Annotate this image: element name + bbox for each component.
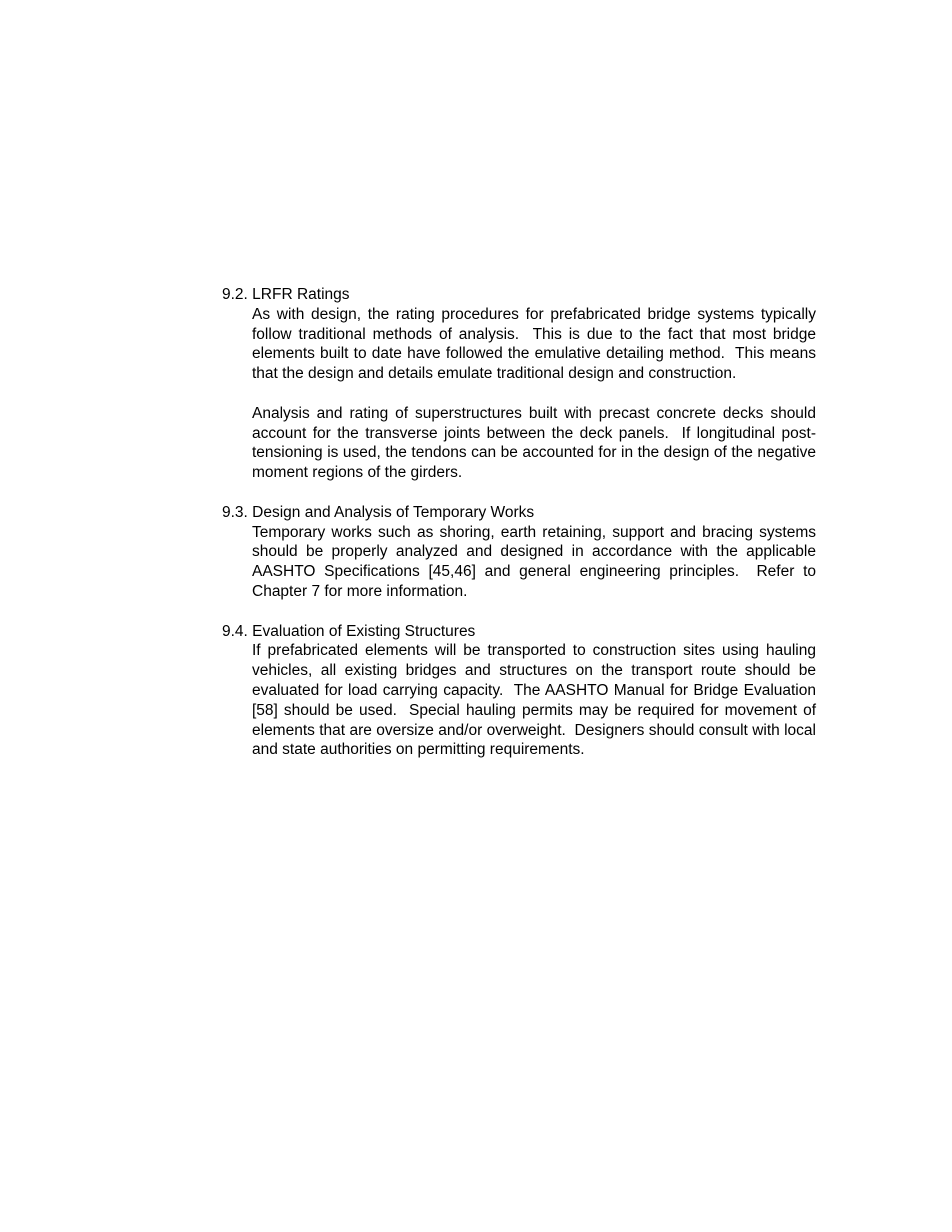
section-9-2 (222, 285, 821, 483)
section-9-3 (222, 503, 821, 602)
text-block (222, 285, 821, 760)
paragraph: As with design, the rating procedures for prefabricated bridge systems typically follow traditional methods of analysis. This is due to the fact that most bridge elements built to date have followed the emulative detailing method. This means that the design and details emulate traditional design and construction. (252, 305, 821, 383)
paragraph: If prefabricated elements will be transported to construction sites using hauling vehicles, all existing bridges and structures on the transport route should be evaluated for load carrying capacity. The AASHTO Manual for Bridge Evaluation [58] should be used. Special hauling permits may be required for movement of elements that are oversize and/or overweight. Designers should consult with local and state authorities on permitting requirements. (252, 642, 821, 759)
section-number: 9.2. (222, 286, 248, 303)
section-title: LRFR Ratings (252, 286, 350, 303)
section-title: Design and Analysis of Temporary Works (252, 503, 535, 521)
paragraph: Analysis and rating of superstructures built with precast concrete decks should account for the transverse joints between the deck panels. If longitudinal post-tensioning is used, the tendons can be accounted for in the design of the negative moment regions of the girders. (252, 404, 821, 482)
section-number: 9.4. (222, 622, 248, 640)
section-heading (222, 285, 816, 305)
section-number: 9.3. (222, 503, 248, 521)
section-heading (222, 503, 816, 523)
paragraph: Temporary works such as shoring, earth retaining, support and bracing systems should be properly analyzed and designed in accordance with the applicable AASHTO Specifications [45,46] and general engineering principles. Refer to Chapter 7 for more information. (252, 523, 821, 600)
section-heading (222, 622, 816, 642)
section-9-4 (222, 622, 821, 761)
section-title: Evaluation of Existing Structures (252, 622, 476, 640)
